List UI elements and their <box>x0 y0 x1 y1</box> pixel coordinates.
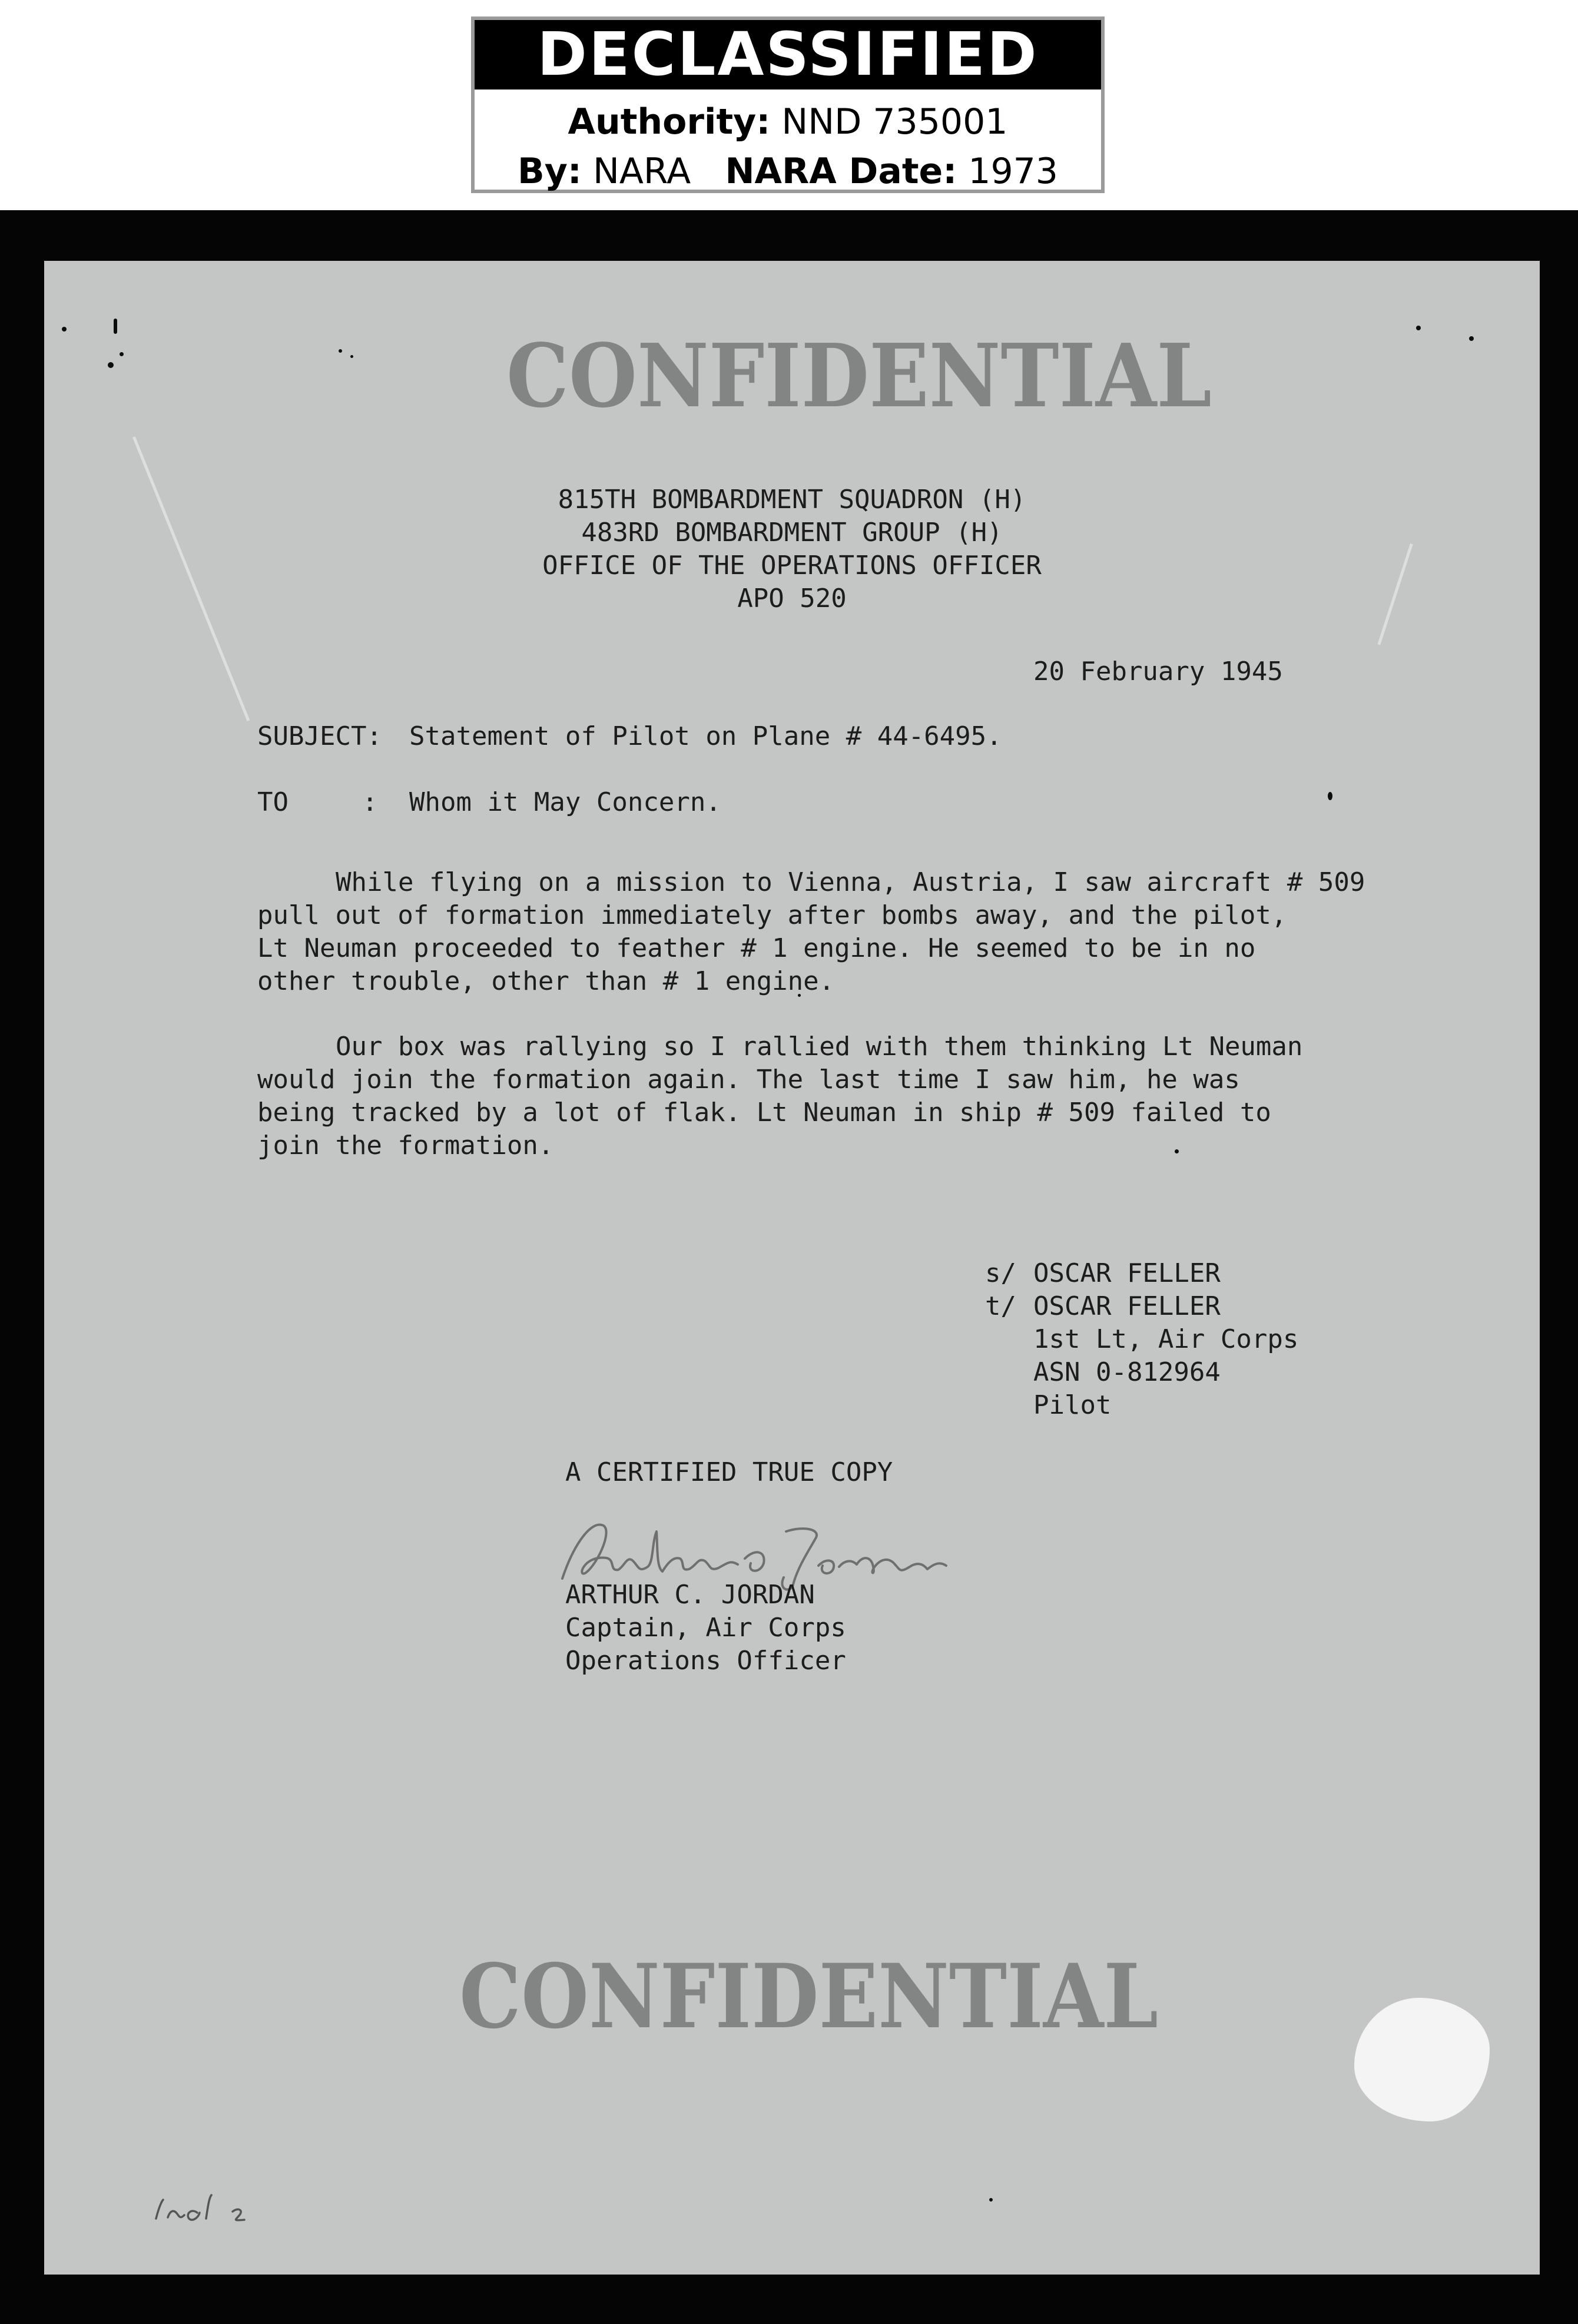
document-date: 20 February 1945 <box>1033 657 1283 687</box>
scan-speck <box>1416 326 1421 330</box>
date-value: 1973 <box>968 151 1058 192</box>
letterhead-line-3: OFFICE OF THE OPERATIONS OFFICER <box>542 551 1042 581</box>
certifier-title-1: Captain, Air Corps <box>565 1613 846 1643</box>
t-name: OSCAR FELLER <box>1033 1291 1221 1321</box>
certifier-name: ARTHUR C. JORDAN <box>565 1580 815 1610</box>
to-text: Whom it May Concern. <box>409 787 721 817</box>
certifier-title-2: Operations Officer <box>565 1646 846 1676</box>
paragraph-2-line-3: being tracked by a lot of flak. Lt Neuman in ship # 509 failed to <box>257 1098 1271 1128</box>
by-label: By: <box>518 151 582 192</box>
subject-text: Statement of Pilot on Plane # 44-6495. <box>409 721 1002 751</box>
paragraph-1-line-4: other trouble, other than # 1 engine. <box>257 966 835 996</box>
letterhead-line-1: 815TH BOMBARDMENT SQUADRON (H) <box>558 485 1026 515</box>
handwritten-enclosure-note <box>150 2189 268 2230</box>
paper-blotch <box>1354 1998 1490 2121</box>
scan-speck <box>62 327 67 331</box>
scan-speck <box>350 355 353 358</box>
paragraph-2-line-1: Our box was rallying so I rallied with them thinking Lt Neuman <box>336 1032 1303 1062</box>
signer-role: Pilot <box>1033 1390 1112 1420</box>
to-label: TO <box>257 787 289 817</box>
declassification-banner <box>471 16 1105 193</box>
signer-asn: ASN 0-812964 <box>1033 1357 1221 1387</box>
authority-label: Authority: <box>568 101 771 142</box>
document-paper <box>44 261 1540 2275</box>
certification-heading: A CERTIFIED TRUE COPY <box>565 1457 893 1487</box>
t-prefix: t/ <box>985 1291 1016 1321</box>
confidential-stamp-top: CONFIDENTIAL <box>506 324 1212 427</box>
by-value: NARA <box>592 151 691 192</box>
s-name: OSCAR FELLER <box>1033 1258 1221 1288</box>
letterhead-line-2: 483RD BOMBARDMENT GROUP (H) <box>581 518 1003 548</box>
scan-speck <box>339 349 342 353</box>
by-line <box>475 151 1101 192</box>
letterhead-line-4: APO 520 <box>737 584 847 614</box>
scan-speck <box>120 352 124 356</box>
paragraph-1-line-2: pull out of formation immediately after bombs away, and the pilot, <box>257 900 1287 930</box>
scan-speck <box>989 2198 993 2202</box>
scan-frame <box>0 210 1578 2324</box>
scan-speck <box>1175 1149 1179 1153</box>
s-prefix: s/ <box>985 1258 1016 1288</box>
confidential-stamp-bottom: CONFIDENTIAL <box>459 1945 1159 2048</box>
scan-speck <box>1469 336 1474 341</box>
signer-rank: 1st Lt, Air Corps <box>1033 1324 1299 1354</box>
scan-speck <box>1328 792 1332 800</box>
date-label: NARA Date: <box>725 151 957 192</box>
scan-speck <box>108 362 114 368</box>
to-colon: : <box>362 787 378 817</box>
paragraph-1-line-1: While flying on a mission to Vienna, Austria, I saw aircraft # 509 <box>336 867 1365 897</box>
paragraph-1-line-3: Lt Neuman proceeded to feather # 1 engine. He seemed to be in no <box>257 933 1256 963</box>
scan-speck <box>114 319 117 334</box>
authority-value: NND 735001 <box>781 101 1008 142</box>
paragraph-2-line-4: join the formation. <box>257 1130 554 1161</box>
declassified-title: DECLASSIFIED <box>475 20 1101 89</box>
authority-line <box>475 101 1101 142</box>
subject-label: SUBJECT: <box>257 721 382 751</box>
paragraph-2-line-2: would join the formation again. The last time I saw him, he was <box>257 1065 1240 1095</box>
